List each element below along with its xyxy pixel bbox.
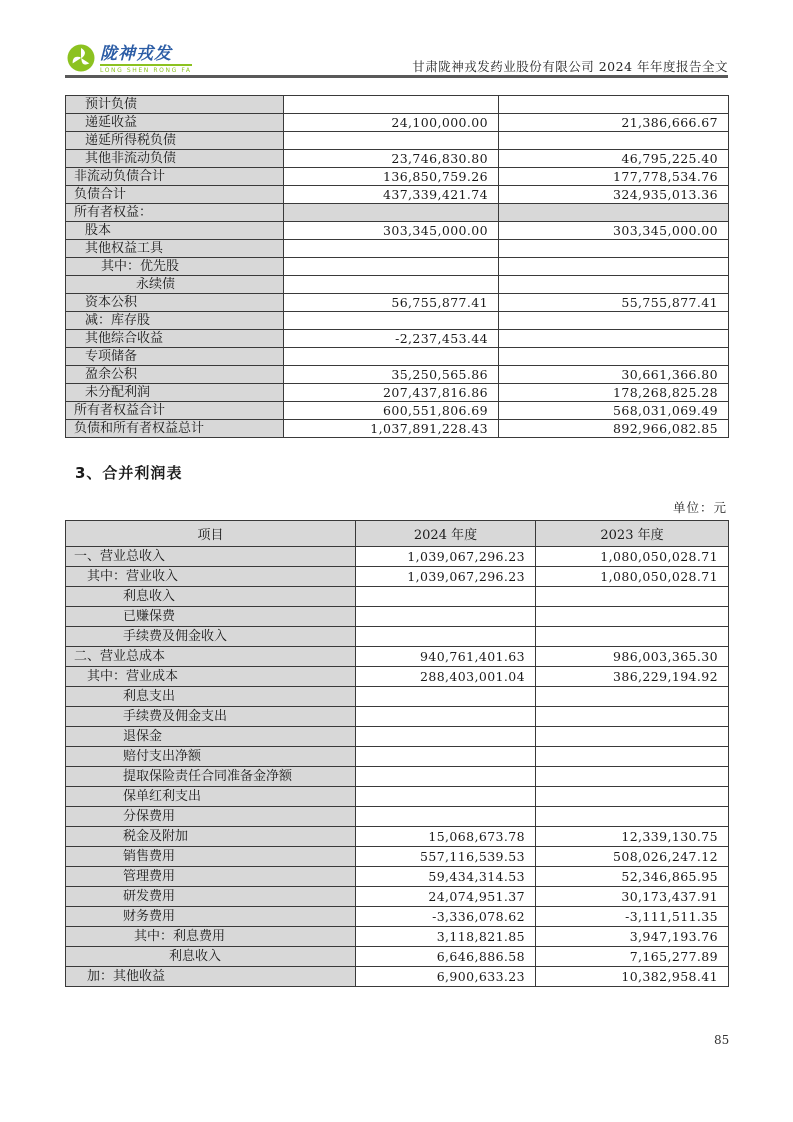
table-row [66, 847, 729, 867]
value-cell-2024 [284, 96, 499, 114]
table-row [66, 827, 729, 847]
value-cell-2023 [536, 727, 729, 747]
value-cell-2023: 30,173,437.91 [536, 887, 729, 907]
header-divider [65, 75, 728, 78]
table-row [66, 258, 729, 276]
item-cell: 所有者权益合计 [66, 402, 284, 420]
logo-brand-en: LONG SHEN RONG FA [100, 67, 192, 74]
value-cell-2024 [356, 807, 536, 827]
value-cell-2023 [536, 627, 729, 647]
table-row [66, 747, 729, 767]
value-cell-2024: -3,336,078.62 [356, 907, 536, 927]
item-cell: 其他非流动负债 [66, 150, 284, 168]
value-cell-2023 [499, 348, 729, 366]
item-cell: 手续费及佣金收入 [66, 627, 356, 647]
value-cell-2024 [284, 348, 499, 366]
value-cell-2023 [536, 607, 729, 627]
table-row [66, 727, 729, 747]
table-row [66, 348, 729, 366]
value-cell-2023: 55,755,877.41 [499, 294, 729, 312]
value-cell-2024 [356, 787, 536, 807]
logo-brand-cn: 陇神戎发 [100, 44, 172, 64]
value-cell-2023 [499, 132, 729, 150]
item-cell: 利息收入 [66, 587, 356, 607]
value-cell-2023: 324,935,013.36 [499, 186, 729, 204]
page-number: 85 [714, 1033, 730, 1047]
value-cell-2023: 46,795,225.40 [499, 150, 729, 168]
value-cell-2024 [356, 767, 536, 787]
item-cell: 未分配利润 [66, 384, 284, 402]
value-cell-2023: 568,031,069.49 [499, 402, 729, 420]
item-cell: 手续费及佣金支出 [66, 707, 356, 727]
item-cell: 退保金 [66, 727, 356, 747]
item-cell: 利息收入 [66, 947, 356, 967]
table-row [66, 787, 729, 807]
table-row [66, 887, 729, 907]
value-cell-2023 [536, 787, 729, 807]
item-cell: 专项储备 [66, 348, 284, 366]
table-row [66, 667, 729, 687]
value-cell-2024: 557,116,539.53 [356, 847, 536, 867]
value-cell-2023: -3,111,511.35 [536, 907, 729, 927]
value-cell-2024 [284, 258, 499, 276]
item-cell: 非流动负债合计 [66, 168, 284, 186]
table-row [66, 807, 729, 827]
table-row [66, 168, 729, 186]
item-cell: 管理费用 [66, 867, 356, 887]
table-row [66, 707, 729, 727]
item-cell: 递延所得税负债 [66, 132, 284, 150]
value-cell-2024: 600,551,806.69 [284, 402, 499, 420]
value-cell-2023 [499, 240, 729, 258]
table-row [66, 402, 729, 420]
item-cell: 盈余公积 [66, 366, 284, 384]
item-cell: 减：库存股 [66, 312, 284, 330]
value-cell-2023: 986,003,365.30 [536, 647, 729, 667]
value-cell-2023 [536, 687, 729, 707]
value-cell-2023 [536, 807, 729, 827]
value-cell-2023: 21,386,666.67 [499, 114, 729, 132]
value-cell-2023: 303,345,000.00 [499, 222, 729, 240]
table-header-row [66, 521, 729, 547]
value-cell-2024: 23,746,830.80 [284, 150, 499, 168]
item-cell: 其中：营业成本 [66, 667, 356, 687]
value-cell-2024 [356, 627, 536, 647]
report-title: 甘肃陇神戎发药业股份有限公司 2024 年年度报告全文 [412, 59, 728, 74]
value-cell-2023: 12,339,130.75 [536, 827, 729, 847]
table-row [66, 767, 729, 787]
value-cell-2023 [499, 258, 729, 276]
pinwheel-logo-icon [67, 44, 95, 72]
item-cell: 加：其他收益 [66, 967, 356, 987]
value-cell-2024: 6,900,633.23 [356, 967, 536, 987]
company-logo [67, 44, 192, 74]
item-cell: 预计负债 [66, 96, 284, 114]
value-cell-2024: 1,037,891,228.43 [284, 420, 499, 438]
value-cell-2024 [284, 312, 499, 330]
table-row [66, 647, 729, 667]
table-row [66, 114, 729, 132]
item-cell: 递延收益 [66, 114, 284, 132]
value-cell-2023: 30,661,366.80 [499, 366, 729, 384]
column-header-2023: 2023 年度 [536, 521, 729, 547]
item-cell: 永续债 [66, 276, 284, 294]
income-statement-table [65, 520, 729, 987]
value-cell-2024: 6,646,886.58 [356, 947, 536, 967]
item-cell: 保单红利支出 [66, 787, 356, 807]
table-row [66, 907, 729, 927]
value-cell-2024: 303,345,000.00 [284, 222, 499, 240]
table-row [66, 330, 729, 348]
item-cell: 负债和所有者权益总计 [66, 420, 284, 438]
value-cell-2024: -2,237,453.44 [284, 330, 499, 348]
item-cell: 负债合计 [66, 186, 284, 204]
column-header-item: 项目 [66, 521, 356, 547]
logo-underline [100, 64, 192, 66]
value-cell-2024 [284, 276, 499, 294]
value-cell-2024: 136,850,759.26 [284, 168, 499, 186]
table-row [66, 587, 729, 607]
balance-sheet-table [65, 95, 729, 438]
item-cell: 其他权益工具 [66, 240, 284, 258]
value-cell-2023: 3,947,193.76 [536, 927, 729, 947]
table-row [66, 150, 729, 168]
item-cell: 其中：优先股 [66, 258, 284, 276]
table-row [66, 627, 729, 647]
item-cell: 利息支出 [66, 687, 356, 707]
item-cell: 财务费用 [66, 907, 356, 927]
value-cell-2024: 288,403,001.04 [356, 667, 536, 687]
item-cell: 其中：利息费用 [66, 927, 356, 947]
table-row [66, 276, 729, 294]
item-cell: 资本公积 [66, 294, 284, 312]
value-cell-2024: 56,755,877.41 [284, 294, 499, 312]
table-row [66, 547, 729, 567]
item-cell: 其中：营业收入 [66, 567, 356, 587]
column-header-2024: 2024 年度 [356, 521, 536, 547]
table-row [66, 607, 729, 627]
item-cell: 销售费用 [66, 847, 356, 867]
item-cell: 二、营业总成本 [66, 647, 356, 667]
table-row [66, 294, 729, 312]
table-row [66, 312, 729, 330]
value-cell-2023: 177,778,534.76 [499, 168, 729, 186]
table-row [66, 366, 729, 384]
value-cell-2023 [499, 96, 729, 114]
item-cell: 一、营业总收入 [66, 547, 356, 567]
item-cell: 所有者权益： [66, 204, 284, 222]
value-cell-2024 [356, 687, 536, 707]
value-cell-2023: 892,966,082.85 [499, 420, 729, 438]
value-cell-2024 [284, 132, 499, 150]
item-cell: 研发费用 [66, 887, 356, 907]
value-cell-2024: 35,250,565.86 [284, 366, 499, 384]
table-row [66, 687, 729, 707]
value-cell-2023 [499, 330, 729, 348]
table-row [66, 420, 729, 438]
table-row [66, 132, 729, 150]
value-cell-2024 [356, 707, 536, 727]
item-cell: 税金及附加 [66, 827, 356, 847]
value-cell-2023 [536, 767, 729, 787]
table-row [66, 867, 729, 887]
value-cell-2023 [536, 587, 729, 607]
value-cell-2024 [356, 607, 536, 627]
item-cell: 股本 [66, 222, 284, 240]
table-row [66, 384, 729, 402]
value-cell-2023: 508,026,247.12 [536, 847, 729, 867]
value-cell-2024 [356, 727, 536, 747]
item-cell: 提取保险责任合同准备金净额 [66, 767, 356, 787]
value-cell-2024: 59,434,314.53 [356, 867, 536, 887]
value-cell-2023 [536, 707, 729, 727]
table-row [66, 222, 729, 240]
value-cell-2023 [499, 312, 729, 330]
table-row [66, 927, 729, 947]
value-cell-2023: 10,382,958.41 [536, 967, 729, 987]
value-cell-2024 [356, 587, 536, 607]
item-cell: 已赚保费 [66, 607, 356, 627]
value-cell-2023 [499, 204, 729, 222]
value-cell-2024: 1,039,067,296.23 [356, 547, 536, 567]
value-cell-2023: 1,080,050,028.71 [536, 567, 729, 587]
table-row [66, 186, 729, 204]
value-cell-2024 [284, 240, 499, 258]
value-cell-2023: 386,229,194.92 [536, 667, 729, 687]
table-row [66, 967, 729, 987]
value-cell-2024: 940,761,401.63 [356, 647, 536, 667]
value-cell-2024: 3,118,821.85 [356, 927, 536, 947]
table-row [66, 947, 729, 967]
value-cell-2023: 1,080,050,028.71 [536, 547, 729, 567]
table-row [66, 204, 729, 222]
value-cell-2024: 1,039,067,296.23 [356, 567, 536, 587]
item-cell: 分保费用 [66, 807, 356, 827]
value-cell-2024 [356, 747, 536, 767]
table-row [66, 240, 729, 258]
unit-label: 单位：元 [672, 500, 727, 515]
value-cell-2023 [499, 276, 729, 294]
value-cell-2024: 15,068,673.78 [356, 827, 536, 847]
table-row [66, 96, 729, 114]
value-cell-2023: 178,268,825.28 [499, 384, 729, 402]
value-cell-2023: 52,346,865.95 [536, 867, 729, 887]
item-cell: 赔付支出净额 [66, 747, 356, 767]
value-cell-2023: 7,165,277.89 [536, 947, 729, 967]
value-cell-2023 [536, 747, 729, 767]
table-row [66, 567, 729, 587]
value-cell-2024: 24,074,951.37 [356, 887, 536, 907]
section-heading: 3、合并利润表 [75, 464, 183, 482]
item-cell: 其他综合收益 [66, 330, 284, 348]
value-cell-2024: 24,100,000.00 [284, 114, 499, 132]
value-cell-2024: 207,437,816.86 [284, 384, 499, 402]
value-cell-2024: 437,339,421.74 [284, 186, 499, 204]
value-cell-2024 [284, 204, 499, 222]
